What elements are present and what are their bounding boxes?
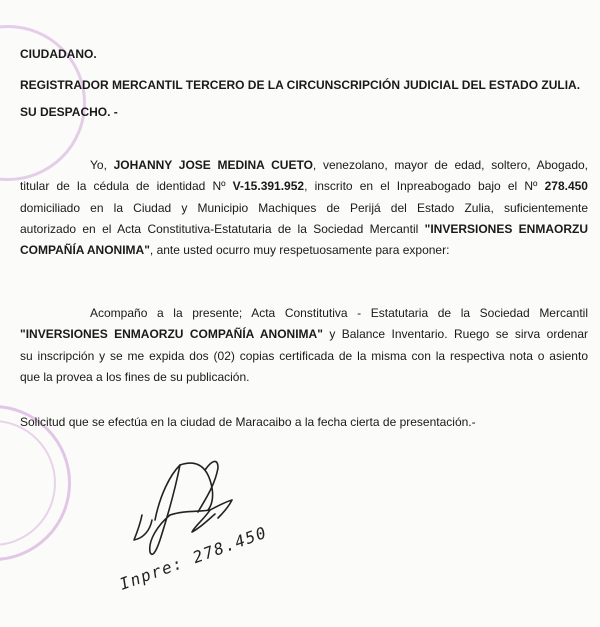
signature-inpre-text: Inpre: 278.450 [116,522,270,594]
company-name: "INVERSIONES ENMAORZU [424,221,589,236]
request-line-4: que la provea a los fines de su publicación. [20,369,250,384]
company-name-2: "INVERSIONES ENMAORZU COMPAÑÍA ANONIMA" [20,327,323,342]
intro-line-2: titular de la cédula de identidad Nº V-15.391.952, inscrito en el Inpreabogado bajo el Nº 278.450 [20,179,588,194]
paragraph-request [20,303,588,388]
addressee-line: CIUDADANO. [20,47,97,61]
paragraph-closing [20,412,588,433]
addressee-closing: SU DESPACHO. - [20,105,118,119]
inpre-number: 278.450 [544,179,588,194]
request-line-1: Acompaño a la presente; Acta Constitutiva - Estatutaria de la Sociedad Mercantil [90,306,588,320]
id-number: V-15.391.952 [232,179,305,194]
applicant-name: JOHANNY JOSE MEDINA CUETO [113,158,313,172]
request-line-3: su inscripción y se me expida dos (02) copias certificada de la misma con la respectiva nota o asiento [20,348,588,363]
request-line-2: "INVERSIONES ENMAORZU COMPAÑÍA ANONIMA" y Balance Inventario. Ruego se sirva ordenar [20,327,589,342]
intro-line-4: autorizado en el Acta Constitutiva-Estatutaria de la Sociedad Mercantil "INVERSIONES ENMAORZU [20,221,589,236]
paragraph-introduction [20,155,588,261]
closing-line: Solicitud que se efectúa en la ciudad de Maracaibo a la fecha cierta de presentación.- [20,415,476,429]
handwritten-signature [100,440,300,600]
intro-line-3: domiciliado en la Ciudad y Municipio Machiques de Perijá del Estado Zulia, suficientemente [20,200,588,215]
addressee-office: REGISTRADOR MERCANTIL TERCERO DE LA CIRCUNSCRIPCIÓN JUDICIAL DEL ESTADO ZULIA. [20,78,581,92]
intro-line-5: COMPAÑÍA ANONIMA", ante usted ocurro muy respetuosamente para exponer: [20,243,450,258]
intro-line-1: Yo, JOHANNY JOSE MEDINA CUETO, venezolano, mayor de edad, soltero, Abogado, [90,158,588,172]
